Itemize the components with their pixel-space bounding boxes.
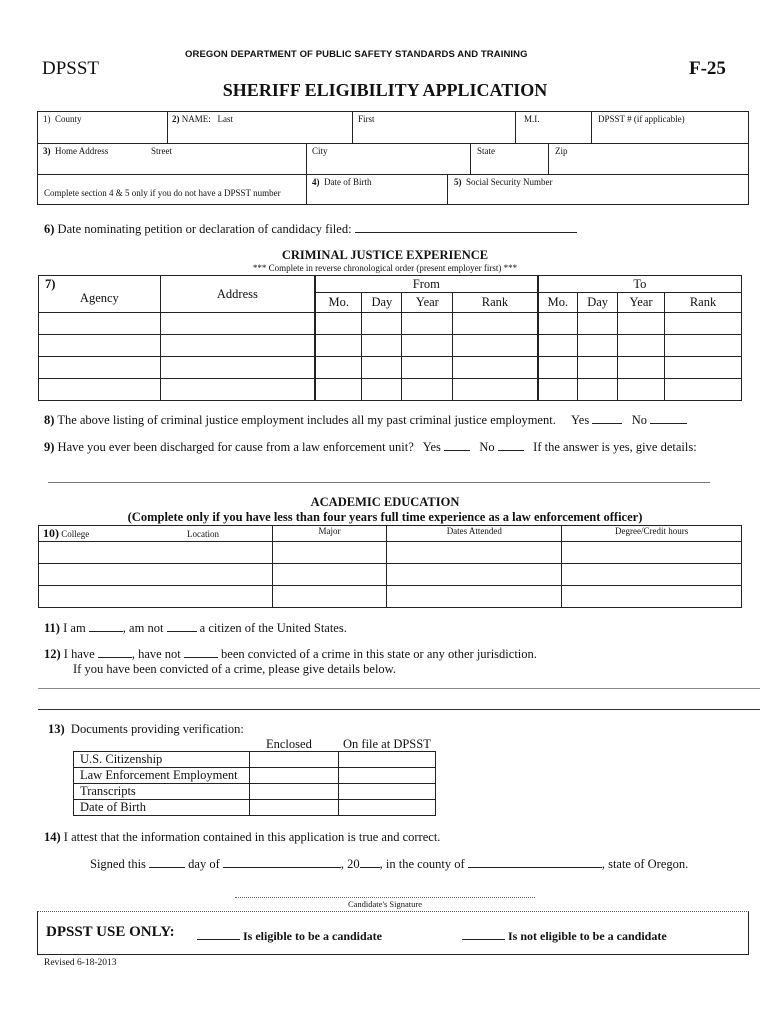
question-text: Documents providing verification: — [70, 722, 244, 736]
field-number: 3) — [43, 146, 51, 156]
citizen-no-input[interactable] — [167, 621, 197, 632]
question-6 — [44, 222, 577, 237]
education-table — [38, 525, 742, 608]
question-number: 13) — [48, 722, 65, 736]
table-row — [39, 357, 742, 379]
from-rank-cell[interactable] — [453, 379, 538, 401]
signed-year-input[interactable] — [360, 857, 380, 868]
q9-no-input[interactable] — [498, 440, 524, 451]
question-number: 14) — [44, 830, 61, 844]
table-row — [39, 313, 742, 335]
street-label: Street — [151, 146, 172, 156]
question-11 — [44, 621, 347, 636]
from-year-cell[interactable] — [402, 335, 453, 357]
doc-label: Date of Birth — [74, 800, 250, 816]
county-label: County — [55, 114, 82, 124]
to-rank-header: Rank — [665, 293, 742, 313]
enclosed-checkbox[interactable] — [249, 784, 339, 800]
candidacy-date-input[interactable] — [355, 222, 577, 233]
signed-statement — [90, 857, 688, 872]
to-month-header: Mo. — [538, 293, 578, 313]
to-year-cell[interactable] — [618, 335, 665, 357]
dates-attended-header: Dates Attended — [387, 526, 562, 542]
form-number: F-25 — [689, 58, 726, 79]
question-8 — [44, 413, 687, 428]
zip-field[interactable] — [549, 144, 748, 173]
table-row — [39, 379, 742, 401]
verification-table — [73, 751, 436, 816]
agency-cell[interactable] — [39, 357, 161, 379]
to-day-cell[interactable] — [578, 357, 618, 379]
last-name-label: Last — [217, 114, 233, 124]
degree-cell[interactable] — [562, 542, 742, 564]
college-location-cell[interactable] — [39, 586, 273, 608]
degree-cell[interactable] — [562, 564, 742, 586]
field-number: 2) — [172, 114, 180, 124]
question-text: I attest that the information contained in this application is true and correct. — [63, 830, 441, 844]
question-12-line2: If you have been convicted of a crime, please give details below. — [73, 662, 397, 676]
ssn-field[interactable] — [448, 175, 748, 204]
from-month-cell[interactable] — [315, 357, 362, 379]
to-day-cell[interactable] — [578, 313, 618, 335]
from-year-cell[interactable] — [402, 379, 453, 401]
to-day-header: Day — [578, 293, 618, 313]
page-title: SHERIFF ELIGIBILITY APPLICATION — [222, 80, 548, 100]
field-number: 1) — [43, 114, 51, 124]
not-eligible-input[interactable] — [462, 927, 505, 940]
enclosed-checkbox[interactable] — [249, 768, 339, 784]
text: , have not — [131, 647, 181, 661]
on-file-header: On file at DPSST — [343, 737, 431, 751]
conviction-details-line-2[interactable] — [38, 709, 760, 710]
to-day-cell[interactable] — [578, 379, 618, 401]
to-month-cell[interactable] — [538, 335, 578, 357]
question-number: 11) — [44, 621, 60, 635]
dob-label: Date of Birth — [324, 177, 372, 187]
college-header-cell — [39, 526, 273, 542]
address-cell[interactable] — [160, 335, 315, 357]
from-day-cell[interactable] — [362, 313, 402, 335]
college-location-cell[interactable] — [39, 542, 273, 564]
convicted-yes-input[interactable] — [98, 647, 132, 658]
major-cell[interactable] — [272, 564, 387, 586]
last-name-field[interactable] — [168, 112, 351, 142]
date-of-birth-field[interactable] — [307, 175, 446, 204]
from-rank-cell[interactable] — [453, 313, 538, 335]
agency-cell[interactable] — [39, 335, 161, 357]
question-tail: If the answer is yes, give details: — [533, 440, 697, 454]
agency-header-cell — [39, 276, 161, 313]
middle-initial-field[interactable] — [516, 112, 590, 142]
question-number: 8) — [44, 413, 55, 427]
from-day-header: Day — [362, 293, 402, 313]
question-text: Date nominating petition or declaration of candidacy filed: — [57, 222, 352, 236]
college-location-cell[interactable] — [39, 564, 273, 586]
major-cell[interactable] — [272, 586, 387, 608]
address-cell[interactable] — [160, 379, 315, 401]
table-row — [39, 335, 742, 357]
signed-month-input[interactable] — [223, 857, 341, 868]
zip-label: Zip — [555, 146, 568, 156]
question-number: 12) — [44, 647, 61, 661]
field-number: 5) — [454, 177, 462, 187]
question-9 — [44, 440, 697, 455]
question-number: 9) — [44, 440, 55, 454]
to-month-cell[interactable] — [538, 379, 578, 401]
question-number: 7) — [45, 277, 56, 291]
address-cell[interactable] — [160, 313, 315, 335]
on-file-checkbox[interactable] — [339, 752, 436, 768]
address-header-cell: Address — [160, 276, 315, 313]
dates-cell[interactable] — [387, 542, 562, 564]
convicted-no-input[interactable] — [184, 647, 218, 658]
not-eligible-label: Is not eligible to be a candidate — [508, 929, 667, 943]
agency-cell[interactable] — [39, 313, 161, 335]
section-title: ACADEMIC EDUCATION — [310, 495, 460, 509]
section-subtitle: *** Complete in reverse chronological order (present employer first) *** — [252, 263, 518, 273]
text: day of — [188, 857, 220, 871]
table-row — [39, 542, 742, 564]
location-header: Location — [187, 529, 219, 539]
question-13 — [48, 722, 244, 737]
question-text: The above listing of criminal justice employment includes all my past criminal justice employment. — [57, 413, 556, 427]
degree-cell[interactable] — [562, 586, 742, 608]
agency-header: Agency — [79, 291, 119, 305]
table-row — [39, 564, 742, 586]
signature-line[interactable] — [235, 897, 535, 898]
doc-label: U.S. Citizenship — [74, 752, 250, 768]
on-file-checkbox[interactable] — [339, 784, 436, 800]
citizen-yes-input[interactable] — [89, 621, 123, 632]
criminal-justice-table — [38, 275, 742, 401]
major-header: Major — [272, 526, 387, 542]
table-row — [74, 800, 436, 816]
dpsst-note: Complete section 4 & 5 only if you do not have a DPSST number — [44, 188, 281, 198]
from-day-cell[interactable] — [362, 379, 402, 401]
ssn-label: Social Security Number — [466, 177, 553, 187]
state-label: State — [477, 146, 495, 156]
to-header: To — [538, 276, 742, 293]
from-day-cell[interactable] — [362, 335, 402, 357]
college-header: College — [61, 529, 90, 539]
signed-day-input[interactable] — [149, 857, 185, 868]
from-year-header: Year — [402, 293, 453, 313]
question-number: 6) — [44, 222, 55, 236]
no-label: No — [631, 413, 647, 427]
from-month-cell[interactable] — [315, 379, 362, 401]
question-14 — [44, 830, 440, 845]
county-field[interactable] — [38, 112, 166, 142]
text: I have — [63, 647, 95, 661]
from-year-cell[interactable] — [402, 357, 453, 379]
name-label: NAME: — [181, 114, 211, 124]
section-title: CRIMINAL JUSTICE EXPERIENCE — [281, 248, 489, 262]
dpsst-number-label: DPSST # (if applicable) — [598, 114, 685, 124]
mi-label: M.I. — [524, 114, 540, 124]
conviction-details-line-1[interactable] — [38, 688, 760, 689]
yes-label: Yes — [422, 440, 441, 454]
doc-label: Law Enforcement Employment — [74, 768, 250, 784]
question-12 — [44, 647, 537, 662]
to-rank-cell[interactable] — [665, 357, 742, 379]
enclosed-header: Enclosed — [266, 737, 312, 751]
text: , 20 — [340, 857, 360, 871]
signature-label: Candidate's Signature — [347, 899, 422, 909]
question-number: 10) — [43, 526, 59, 540]
city-field[interactable] — [307, 144, 469, 173]
yes-label: Yes — [571, 413, 590, 427]
to-year-cell[interactable] — [618, 379, 665, 401]
no-label: No — [479, 440, 495, 454]
dates-cell[interactable] — [387, 586, 562, 608]
to-month-cell[interactable] — [538, 357, 578, 379]
eligible-label: Is eligible to be a candidate — [243, 929, 383, 943]
home-address-label: Home Address — [55, 146, 109, 156]
city-label: City — [312, 146, 328, 156]
table-row — [74, 768, 436, 784]
q9-details-line[interactable] — [48, 482, 710, 483]
to-year-cell[interactable] — [618, 313, 665, 335]
to-rank-cell[interactable] — [665, 335, 742, 357]
to-rank-cell[interactable] — [665, 313, 742, 335]
from-header: From — [315, 276, 538, 293]
field-number: 4) — [312, 177, 320, 187]
to-rank-cell[interactable] — [665, 379, 742, 401]
from-year-cell[interactable] — [402, 313, 453, 335]
to-day-cell[interactable] — [578, 335, 618, 357]
dates-cell[interactable] — [387, 564, 562, 586]
to-year-header: Year — [618, 293, 665, 313]
table-row — [74, 784, 436, 800]
table-row — [39, 586, 742, 608]
on-file-checkbox[interactable] — [339, 768, 436, 784]
q9-yes-input[interactable] — [444, 440, 470, 451]
agency-header: OREGON DEPARTMENT OF PUBLIC SAFETY STANDARDS AND TRAINING — [185, 49, 528, 60]
revised-date: Revised 6-18-2013 — [44, 958, 117, 968]
from-day-cell[interactable] — [362, 357, 402, 379]
eligible-input[interactable] — [197, 927, 240, 940]
first-name-field[interactable] — [353, 112, 514, 142]
major-cell[interactable] — [272, 542, 387, 564]
dpsst-use-label: DPSST USE ONLY: — [46, 924, 175, 940]
from-month-header: Mo. — [315, 293, 362, 313]
text: I am — [63, 621, 86, 635]
doc-label: Transcripts — [74, 784, 250, 800]
not-eligible-option — [462, 927, 667, 944]
signed-county-input[interactable] — [468, 857, 602, 868]
table-row — [74, 752, 436, 768]
from-rank-cell[interactable] — [453, 335, 538, 357]
q8-no-input[interactable] — [650, 413, 687, 424]
first-name-label: First — [358, 114, 375, 124]
text: been convicted of a crime in this state or any other jurisdiction. — [221, 647, 537, 661]
on-file-checkbox[interactable] — [339, 800, 436, 816]
enclosed-checkbox[interactable] — [249, 752, 339, 768]
text: , in the county of — [379, 857, 465, 871]
eligible-option — [197, 927, 382, 944]
dpsst-number-field[interactable] — [592, 112, 748, 142]
text: , am not — [122, 621, 164, 635]
section-subtitle: (Complete only if you have less than four years full time experience as a law enforcement officer) — [127, 510, 643, 524]
text: , state of Oregon. — [601, 857, 689, 871]
street-address-field[interactable] — [38, 144, 305, 173]
to-year-cell[interactable] — [618, 357, 665, 379]
state-field[interactable] — [471, 144, 547, 173]
from-month-cell[interactable] — [315, 313, 362, 335]
q8-yes-input[interactable] — [592, 413, 622, 424]
agency-cell[interactable] — [39, 379, 161, 401]
from-month-cell[interactable] — [315, 335, 362, 357]
from-rank-header: Rank — [453, 293, 538, 313]
from-rank-cell[interactable] — [453, 357, 538, 379]
question-text: Have you ever been discharged for cause from a law enforcement unit? — [57, 440, 414, 454]
degree-header: Degree/Credit hours — [562, 526, 742, 542]
address-cell[interactable] — [160, 357, 315, 379]
enclosed-checkbox[interactable] — [249, 800, 339, 816]
text: a citizen of the United States. — [199, 621, 347, 635]
text: Signed this — [90, 857, 146, 871]
dpsst-label: DPSST — [42, 58, 100, 79]
to-month-cell[interactable] — [538, 313, 578, 335]
